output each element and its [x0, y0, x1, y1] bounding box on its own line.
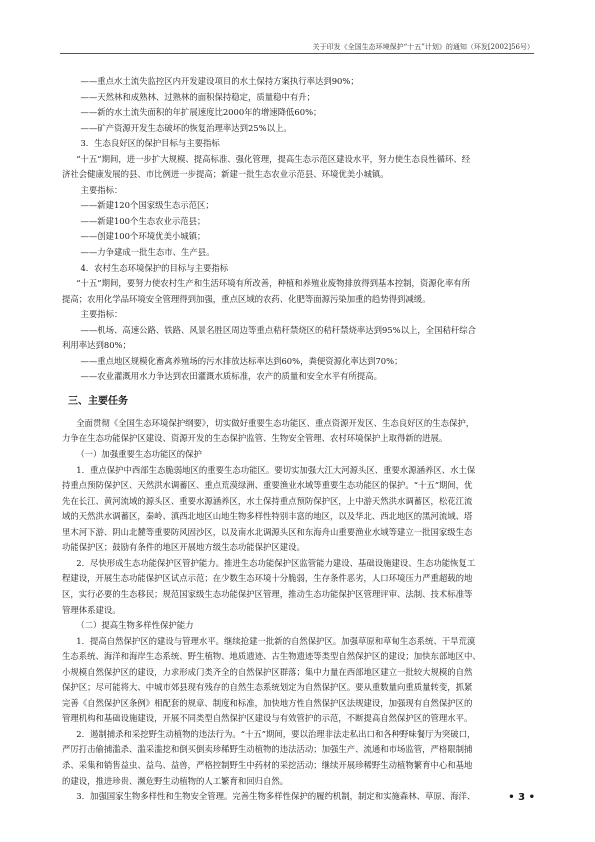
text-line: ——新建120个国家级生态示范区；	[80, 200, 214, 211]
text-line: 小规模自然保护区的建设，力求形成门类齐全的自然保护区群落；集中力量在西部地区建立一批较大规模的自然	[62, 666, 473, 677]
text-line: ——矿产资源开发生态破坏的恢复治理率达到25%以上。	[80, 122, 292, 133]
text-line: （一）加强重要生态功能区的保护	[76, 449, 202, 460]
text-line: 域的天然洪水调蓄区，秦岭、滇西北地区山地生物多样性特别丰富的地区，以及华北、西北地区的黑河流域、塔	[62, 511, 473, 522]
text-line: 保护区；尽可能将大、中城市郊县现有残存的自然生态系统划定为自然保护区。要从重数量向重质量转变，抓紧	[62, 682, 473, 693]
text-line: 严厉打击偷捕滥杀、滥采滥挖和倒买倒卖珍稀野生动植物的违法活动；加强生产、流通和市场监管，严格限制捕	[62, 744, 473, 755]
text-line: 1．提高自然保护区的建设与管理水平。继续抢建一批新的自然保护区。加强草原和草甸生态系统、干旱荒漠	[76, 635, 476, 646]
running-header: 关于印发《全国生态环境保护“十五”计划》的通知（环发[2002]56号）	[60, 40, 534, 54]
text-line: 主要指标：	[80, 309, 123, 320]
section-heading: 三、主要任务	[68, 395, 128, 407]
text-line: ——重点水土流失监控区内开发建设项目的水土保持方案执行率达到90%；	[80, 76, 359, 86]
text-line: 3．生态良好区的保护目标与主要指标	[80, 138, 220, 149]
text-line: 2．尽快形成生态功能保护区管护能力。推进生态功能保护区监管能力建设、基础设施建设、生态功能恢复工	[76, 557, 476, 568]
text-line: 程建设，开展生态功能保护区试点示范；在少数生态环境十分脆弱，生存条件恶劣，人口环境压力严重超载的地	[62, 573, 473, 584]
document-body	[62, 74, 536, 805]
text-line: 1．重点保护中西部生态脆弱地区的重要生态功能区。要切实加强大江大河源头区、重要水源涵养区、水土保	[76, 464, 476, 475]
text-line: 利用率达到80%；	[62, 340, 131, 351]
text-line: 持重点预防保护区、天然洪水调蓄区、重点荒漠绿洲、重要渔业水域等重要生态功能区的保护。“十五”期间，优	[62, 480, 473, 491]
text-line: ——力争建成一批生态市、生产县。	[80, 247, 215, 258]
text-line: 主要指标：	[80, 184, 123, 195]
text-line: 提高；农用化学品环境安全管理得到加强，重点区域的农药、化肥等面源污染加重的趋势得到减缓。	[62, 293, 431, 304]
text-line: ——农业灌溉用水力争达到农田灌溉水质标准，农产的质量和安全水平有所提高。	[80, 371, 382, 382]
text-line: 力争在生态功能保护区建设、资源开发的生态保护监管、生物安全管理、农村环境保护上取得新的进展。	[62, 433, 448, 444]
text-line: 4．农村生态环境保护的目标与主要指标	[80, 262, 229, 273]
text-line: 管理体系建设。	[62, 604, 121, 615]
text-line: “十五”期间，要努力使农村生产和生活环境有所改善，种植和养殖业废物排放得到基本控制，资源化率有所	[76, 278, 471, 289]
text-line: 济社会健康发展的县、市比例进一步提高；新建一批生态农业示范县、环境优美小城镇。	[62, 169, 389, 180]
text-line: 管理机构和基础设施建设，开展不同类型自然保护区建设与有效管护的示范，不断提高自然保护区的管理水平。	[62, 713, 473, 724]
text-line: ——新建100个生态农业示范县；	[80, 215, 206, 226]
text-line: （二）提高生物多样性保护能力	[76, 620, 194, 631]
text-line: “十五”期间，进一步扩大规模、提高标准、强化管理，提高生态示范区建设水平，努力使生态良性循环、经	[76, 153, 471, 164]
text-line: ——新的水土流失面积的年扩展速度比2000年的增速降低60%；	[80, 107, 322, 118]
text-line: 的建设，推进珍贵、濒危野生动植物的人工繁育和回归自然。	[62, 775, 289, 786]
page-number: • 3 •	[508, 792, 535, 803]
text-line: 2．遏制捕杀和采挖野生动植物的违法行为。“十五”期间，要以治理非法走私出口和各种野味餐厅为突破口，	[76, 728, 476, 739]
text-line: 3．加强国家生物多样性和生物安全管理。完善生物多样性保护的履约机制，制定和实施森林、草原、海洋、	[76, 791, 476, 802]
text-line: 先在长江、黄河流域的源头区、重要水源涵养区，水土保持重点预防保护区，上中游天然洪水调蓄区，松花江流	[62, 495, 473, 506]
text-line: ——创建100个环境优美小城镇；	[80, 231, 206, 242]
text-line: 杀、采集和销售益虫、益鸟、益兽，严格控制野生中药材的采挖活动；继续开展珍稀野生动植物繁育中心和基地	[62, 759, 473, 770]
text-line: ——重点地区规模化畜禽养殖场的污水排放达标率达到60%，粪便资源化率达到70%；	[80, 355, 403, 366]
text-line: 里木河下游、阴山北麓等重要防风固沙区，以及南水北调源头区和东海舟山重要渔业水域等建立一批国家级生态	[62, 526, 473, 537]
text-line: 区，实行必要的生态移民；规范国家级生态功能保护区管理，推动生态功能保护区管理评审、法制、技术标准等	[62, 588, 473, 599]
text-line: 全面贯彻《全国生态环境保护纲要》，切实做好重要生态功能区、重点资源开发区、生态良好区的生态保护，	[76, 417, 475, 428]
text-line: 生态系统、海洋和海岸生态系统、野生植物、地质遗迹、古生物遗迹等类型自然保护区的建设；加快东部地区中、	[62, 651, 481, 662]
text-line: 功能保护区；鼓励有条件的地区开展地方级生态功能保护区建设。	[62, 542, 305, 553]
text-line: 完善《自然保护区条例》相配套的规章、制度和标准，加快地方性自然保护区法规建设，加强现有自然保护区的	[62, 697, 473, 708]
text-line: ——机场、高速公路、铁路、风景名胜区周边等重点秸秆禁烧区的秸秆禁烧率达到95%以上，全国秸秆综合	[80, 324, 476, 335]
text-line: ——天然林和成熟林、过熟林的面积保持稳定，质量稳中有升；	[80, 91, 315, 102]
